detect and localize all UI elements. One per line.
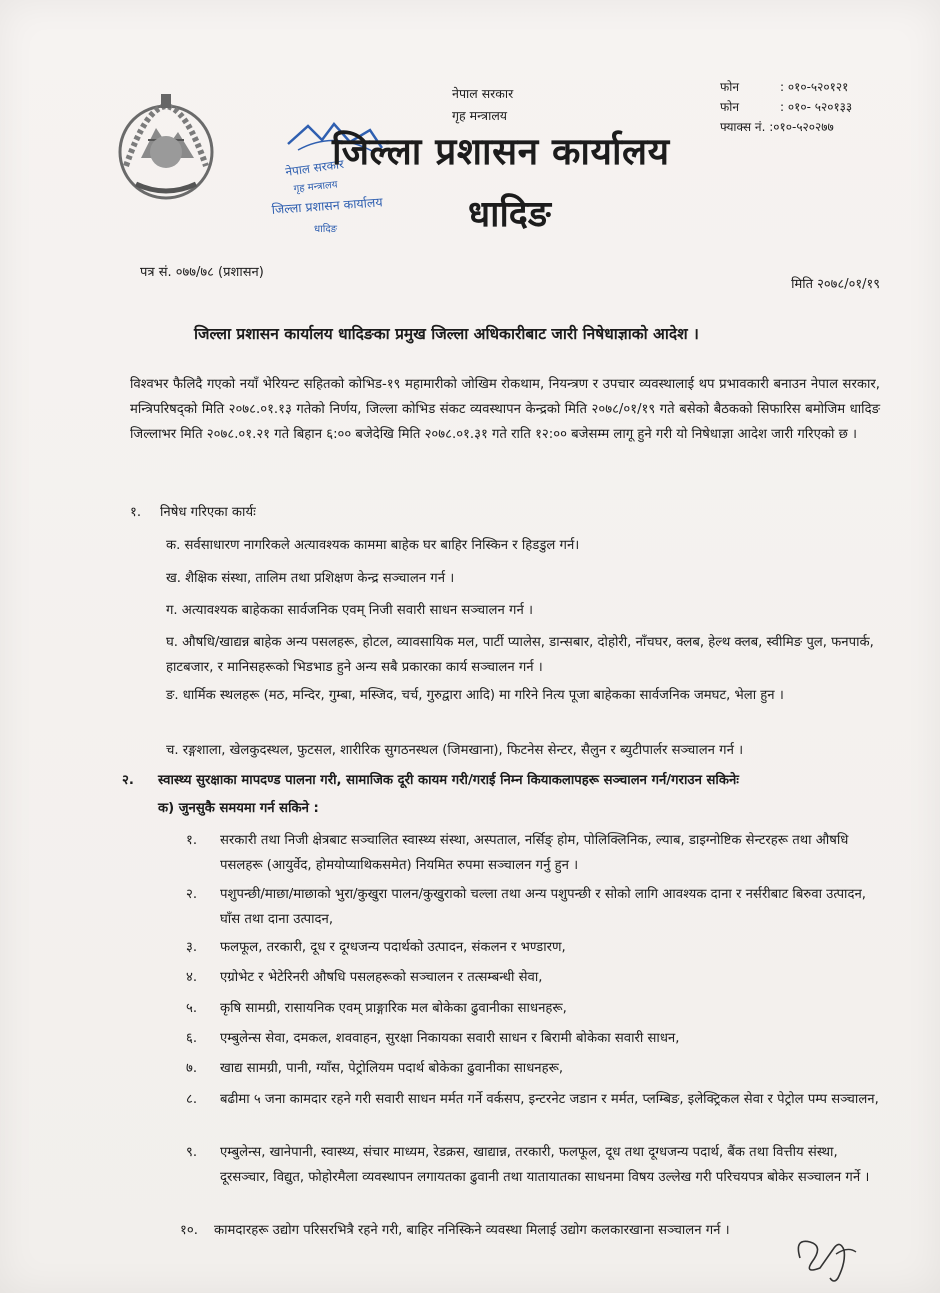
fax-number: ०१०-५२०२७७ [773,120,834,134]
fax-row [720,117,852,137]
section-2-subheading: क) जुनसुकै समयमा गर्न सकिने : [158,801,319,816]
office-title: जिल्ला प्रशासन कार्यालय [332,130,670,173]
section-2-item-7-number: ७. [186,1061,198,1076]
section-2-item-3-text: फलफूल, तरकारी, दूध र दूग्धजन्य पदार्थको उत्पादन, संकलन र भण्डारण, [220,940,566,955]
section-2-item-10-text: कामदारहरू उद्योग परिसरभित्रै रहने गरी, बाहिर ननिस्किने व्यवस्था मिलाई उद्योग कलकारखाना सञ्चालन गर्न । [214,1223,730,1238]
section-2-number: २. [122,773,134,788]
stamp-line-4: धादिङ [314,224,338,235]
letter-date: मिति २०७८/०१/१९ [791,277,880,292]
phone-number-1: : ०१०-५२०१२१ [780,80,849,94]
section-2-item-5-text: कृषि सामग्री, रासायनिक एवम् प्राङ्गारिक मल बोकेका ढुवानीका साधनहरू, [220,1001,567,1016]
section-2-item-1-number: १. [186,833,198,848]
phone-label-2: फोन [720,100,740,114]
subject-line: जिल्ला प्रशासन कार्यालय धादिङका प्रमुख जिल्ला अधिकारीबाट जारी निषेधाज्ञाको आदेश । [194,325,699,343]
section-2-item-2-number: २. [186,887,198,902]
section-1-item-kha: ख. शैक्षिक संस्था, तालिम तथा प्रशिक्षण केन्द्र सञ्चालन गर्न । [166,571,455,586]
contact-block [720,77,852,137]
section-2-item-7-text: खाद्य सामग्री, पानी, ग्याँस, पेट्रोलियम पदार्थ बोकेका ढुवानीका साधनहरू, [220,1061,564,1076]
stamp-line-2: गृह मन्त्रालय [293,179,339,195]
section-2-item-8-number: ८. [186,1092,198,1107]
section-1-item-ka: क. सर्वसाधारण नागरिकले अत्यावश्यक काममा बाहेक घर बाहिर निस्किन र हिडडुल गर्न। [166,538,580,553]
section-1-heading: निषेध गरिएका कार्यः [160,505,256,520]
section-1-item-gha: घ. औषधि/खाद्यन्न बाहेक अन्य पसलहरू, होटल, व्यावसायिक मल, पार्टी प्यालेस, डान्सबार, दोहोरी, नाँचघर, क्लब, हेल्थ क्लब, स्वीमिङ पुल, फनपार्क, हाटबजार, र मानिसहरूको भिडभाड हुने अन्य सबै प्रकारका कार्य सञ्चालन गर्न । [166,635,874,675]
section-2-item-9-text: एम्बुलेन्स, खानेपानी, स्वास्थ्य, संचार माध्यम, रेडक्रस, खाद्यान्न, तरकारी, फलफूल, दूध तथा दूग्धजन्य पदार्थ, बैंक तथा वित्तीय संस्था, दूरसञ्चार, विद्युत, फोहोरमैला व्यवस्थापन लगायतका ढुवानी तथा यातायातका साधनमा विषय उल्लेख गरी परिचयपत्र बोकेर सञ्चालन गर्ने । [220,1145,870,1185]
government-lines [452,83,513,127]
phone-label-1: फोन [720,80,740,94]
section-2-item-4-text: एग्रोभेट र भेटेरिनरी औषधि पसलहरूको सञ्चालन र तत्सम्बन्धी सेवा, [220,970,543,985]
section-1-item-ga: ग. अत्यावश्यक बाहेकका सार्वजनिक एवम् निजी सवारी साधन सञ्चालन गर्न । [166,603,533,618]
section-2-item-9-number: ९. [186,1145,198,1160]
section-2-item-6-number: ६. [186,1031,198,1046]
section-2-item-4-number: ४. [186,970,198,985]
fax-label: फ्याक्स नं. : [720,120,774,134]
section-2-item-1-text: सरकारी तथा निजी क्षेत्रबाट सञ्चालित स्वास्थ्य संस्था, अस्पताल, नर्सिङ् होम, पोलिक्लिनिक, ल्याब, डाइग्नोष्टिक सेन्टरहरू तथा औषधि पसलहरू (आयुर्वेद, होमयोप्याथिकसमेत) नियमित रुपमा सञ्चालन गर्नु हुन । [220,833,849,873]
office-location: धादिङ [468,194,551,235]
reference-number: पत्र सं. ०७७/७८ (प्रशासन) [140,265,264,280]
section-2-item-2-text: पशुपन्छी/माछा/माछाको भुरा/कुखुरा पालन/कुखुराको चल्ला तथा अन्य पशुपन्छी र सोको लागि आवश्यक दाना र नर्सरीबाट बिरुवा उत्पादन, घाँस तथा दाना उत्पादन, [220,887,866,927]
phone-number-2: : ०१०- ५२०१३३ [780,100,853,114]
section-2-item-8-text: बढीमा ५ जना कामदार रहने गरी सवारी साधन मर्मत गर्ने वर्कसप, इन्टरनेट जडान र मर्मत, प्लम्बिङ, इलेक्ट्रिकल सेवा र पेट्रोल पम्प सञ्चालन, [220,1092,879,1107]
stamp-line-3: जिल्ला प्रशासन कार्यालय [271,194,384,217]
nepal-emblem-icon [106,88,226,208]
section-2-item-10-number: १०. [180,1223,198,1238]
phone-row-2 [720,97,852,117]
section-2-item-5-number: ५. [186,1001,198,1016]
section-2-item-3-number: ३. [186,940,198,955]
stamp-line-1: नेपाल सरकार [284,156,345,179]
section-1-item-cha: च. रङ्गशाला, खेलकुदस्थल, फुटसल, शारीरिक सुगठनस्थल (जिमखाना), फिटनेस सेन्टर, सैलुन र ब्युटीपार्लर सञ्चालन गर्न । [166,743,744,758]
phone-row-1 [720,77,852,97]
section-1-item-nga: ङ. धार्मिक स्थलहरू (मठ, मन्दिर, गुम्बा, मस्जिद, चर्च, गुरुद्वारा आदि) मा गरिने नित्य पूजा बाहेकका सार्वजनिक जमघट, भेला हुन । [166,688,784,703]
government-name: नेपाल सरकार [452,86,514,101]
section-2-item-6-text: एम्बुलेन्स सेवा, दमकल, शववाहन, सुरक्षा निकायका सवारी साधन र बिरामी बोकेका सवारी साधन, [220,1031,680,1046]
ministry-name: गृह मन्त्रालय [452,108,508,123]
signature-icon [790,1228,860,1286]
section-2-heading: स्वास्थ्य सुरक्षाका मापदण्ड पालना गरी, सामाजिक दूरी कायम गरी/गराई निम्न कियाकलापहरू सञ्चालन गर्न/गराउन सकिनेः [158,773,739,788]
intro-paragraph: विश्वभर फैलिदै गएको नयाँ भेरियन्ट सहितको कोभिड-१९ महामारीको जोखिम रोकथाम, नियन्त्रण र उपचार व्यवस्थालाई थप प्रभावकारी बनाउन नेपाल सरकार, मन्त्रिपरिषद्को मिति २०७८.०१.१३ गतेको निर्णय, जिल्ला कोभिड संकट व्यवस्थापन केन्द्रको मिति २०७८/०१/१९ गते बसेको बैठकको सिफारिस बमोजिम धादिङ जिल्लाभर मिति २०७८.०१.२१ गते बिहान ६:०० बजेदेखि मिति २०७८.०१.३१ गते राति १२:०० बजेसम्म लागू हुने गरी यो निषेधाज्ञा आदेश जारी गरिएको छ । [130,377,880,442]
section-1-number: १. [130,505,142,520]
